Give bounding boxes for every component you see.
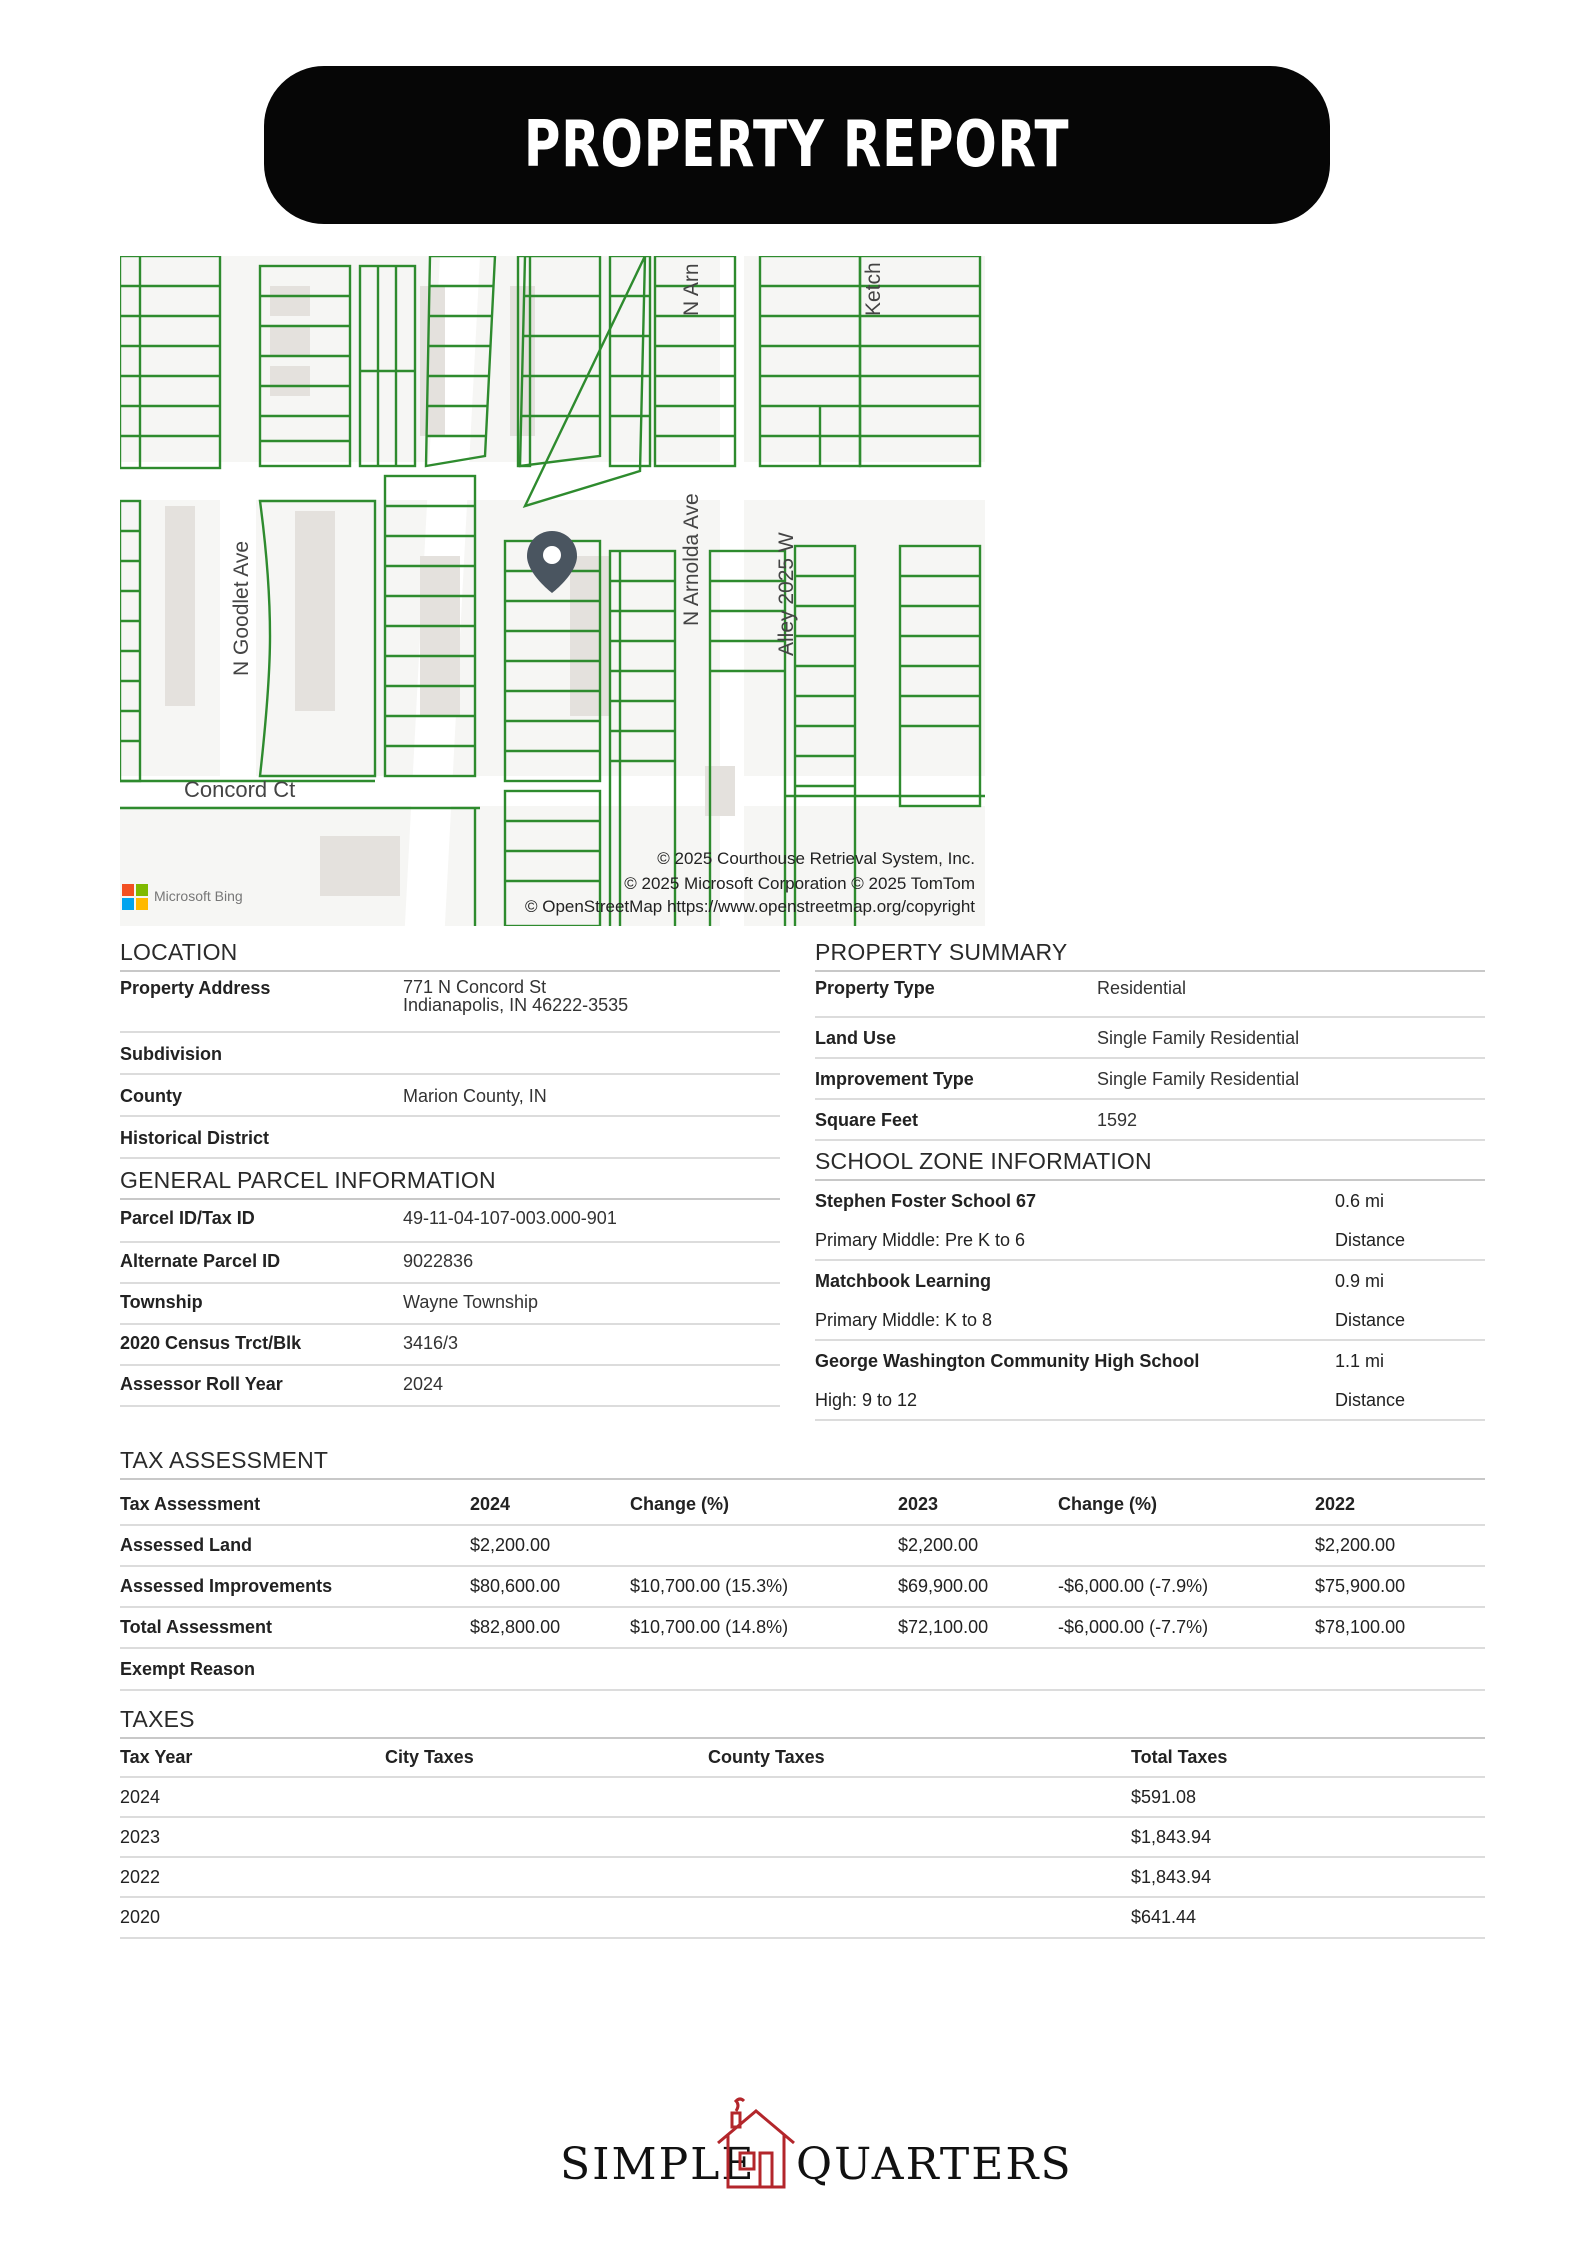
location-label: Property Address: [120, 978, 271, 998]
summary-value: Single Family Residential: [1097, 1028, 1300, 1048]
summary-row: [815, 1100, 1485, 1141]
summary-label: Land Use: [815, 1028, 897, 1048]
school-row: [815, 1381, 1485, 1421]
table-cell: $82,800.00: [470, 1617, 561, 1637]
table-cell: $2,200.00: [470, 1535, 551, 1555]
parcel-value: 9022836: [403, 1251, 474, 1271]
column-header: Change (%): [1058, 1493, 1157, 1514]
tax-assessment-table: [120, 1484, 1485, 1691]
school-distance-label: Distance: [1335, 1309, 1406, 1330]
school-distance-label: Distance: [1335, 1389, 1406, 1410]
row-label: Assessed Improvements: [120, 1576, 333, 1596]
location-table: [120, 978, 780, 1159]
table-cell: $72,100.00: [898, 1617, 989, 1637]
house-icon: [716, 2095, 796, 2195]
school-name: Matchbook Learning: [815, 1270, 992, 1291]
table-cell: $80,600.00: [470, 1576, 561, 1596]
summary-value: 1592: [1097, 1110, 1138, 1130]
parcel-table: [120, 1202, 780, 1407]
map-attribution-3: © OpenStreetMap https://www.openstreetmap.org/copyright: [524, 897, 975, 916]
school-distance: 0.9 mi: [1335, 1270, 1385, 1291]
column-header: County Taxes: [708, 1746, 825, 1767]
school-row: [815, 1261, 1485, 1301]
column-header: 2023: [898, 1493, 939, 1514]
parcel-value: 3416/3: [403, 1333, 459, 1353]
parcel-map[interactable]: [120, 256, 985, 926]
table-cell: $1,843.94: [1131, 1826, 1212, 1847]
parcel-row: [120, 1325, 780, 1366]
parcel-title: GENERAL PARCEL INFORMATION: [120, 1167, 780, 1200]
table-cell: -$6,000.00 (-7.9%): [1058, 1576, 1209, 1596]
logo-text-left: SIMPLE: [560, 2139, 756, 2190]
school-name: Stephen Foster School 67: [815, 1190, 1037, 1211]
report-banner: [264, 66, 1330, 224]
table-cell: $10,700.00 (14.8%): [630, 1617, 789, 1637]
school-distance: 0.6 mi: [1335, 1190, 1385, 1211]
parcel-row: [120, 1243, 780, 1284]
parcel-label: Alternate Parcel ID: [120, 1251, 281, 1271]
bing-logo-text: Microsoft Bing: [154, 888, 243, 904]
school-row: [815, 1301, 1485, 1341]
table-row: [120, 1649, 1485, 1691]
table-row: [120, 1567, 1485, 1608]
table-cell: -$6,000.00 (-7.7%): [1058, 1617, 1209, 1637]
row-label: Exempt Reason: [120, 1658, 256, 1679]
column-header: 2022: [1315, 1493, 1356, 1514]
school-grades: High: 9 to 12: [815, 1389, 918, 1410]
location-row-county: [120, 1075, 780, 1117]
table-cell: $641.44: [1131, 1907, 1197, 1927]
column-header: Total Taxes: [1131, 1746, 1228, 1767]
tax-assessment-header: [120, 1484, 1485, 1526]
parcel-label: 2020 Census Trct/Blk: [120, 1333, 302, 1353]
summary-label: Improvement Type: [815, 1069, 974, 1089]
parcel-row: [120, 1202, 780, 1243]
location-label: Historical District: [120, 1128, 270, 1148]
table-cell: 2022: [120, 1866, 161, 1887]
school-grades: Primary Middle: Pre K to 6: [815, 1229, 1026, 1250]
parcel-row: [120, 1366, 780, 1407]
school-distance: 1.1 mi: [1335, 1350, 1385, 1371]
column-header: Tax Year: [120, 1746, 193, 1767]
table-row: [120, 1608, 1485, 1649]
table-cell: $10,700.00 (15.3%): [630, 1576, 789, 1596]
parcel-value: 49-11-04-107-003.000-901: [403, 1208, 617, 1228]
taxes-title: TAXES: [120, 1706, 1485, 1739]
location-label: County: [120, 1086, 182, 1106]
school-row: [815, 1341, 1485, 1381]
location-row-subdivision: [120, 1033, 780, 1075]
school-distance-label: Distance: [1335, 1229, 1406, 1250]
schools-title: SCHOOL ZONE INFORMATION: [815, 1148, 1485, 1181]
address-line-2: Indianapolis, IN 46222-3535: [403, 995, 629, 1015]
summary-row: [815, 1059, 1485, 1100]
table-cell: $75,900.00: [1315, 1576, 1406, 1596]
summary-table: [815, 978, 1485, 1141]
summary-row: [815, 978, 1485, 1018]
column-header: City Taxes: [385, 1746, 474, 1767]
row-label: Total Assessment: [120, 1617, 273, 1637]
parcel-value: 2024: [403, 1374, 444, 1394]
summary-title: PROPERTY SUMMARY: [815, 939, 1485, 972]
map-attribution-2: © 2025 Microsoft Corporation © 2025 TomTom: [624, 874, 975, 893]
location-row-address: [120, 978, 780, 1033]
location-value: Marion County, IN: [403, 1086, 547, 1106]
street-label-goodlet: N Goodlet Ave: [230, 540, 253, 676]
table-row: [120, 1778, 1485, 1818]
schools-table: [815, 1181, 1485, 1421]
table-cell: 2020: [120, 1907, 161, 1927]
table-cell: 2024: [120, 1786, 161, 1807]
simple-quarters-logo: [560, 2095, 1073, 2205]
table-cell: $69,900.00: [898, 1576, 989, 1596]
table-cell: $1,843.94: [1131, 1866, 1212, 1887]
summary-row: [815, 1018, 1485, 1059]
summary-label: Property Type: [815, 978, 935, 998]
column-header: 2024: [470, 1493, 511, 1514]
parcel-label: Township: [120, 1292, 203, 1312]
taxes-header: [120, 1738, 1485, 1778]
parcel-label: Assessor Roll Year: [120, 1374, 283, 1394]
column-header: Change (%): [630, 1493, 729, 1514]
school-name: George Washington Community High School: [815, 1350, 1200, 1371]
location-title: LOCATION: [120, 939, 780, 972]
location-label: Subdivision: [120, 1044, 223, 1064]
table-cell: $591.08: [1131, 1786, 1197, 1807]
row-label: Assessed Land: [120, 1535, 253, 1555]
school-row: [815, 1221, 1485, 1261]
street-label-arn-top: N Arn: [680, 263, 703, 316]
school-grades: Primary Middle: K to 8: [815, 1309, 993, 1330]
parcel-map-canvas: [120, 256, 985, 926]
table-row: [120, 1818, 1485, 1858]
table-row: [120, 1526, 1485, 1567]
address-line-1: 771 N Concord St: [403, 977, 547, 997]
location-row-historical: [120, 1117, 780, 1159]
taxes-table: [120, 1738, 1485, 1939]
street-label-concord: Concord Ct: [184, 777, 296, 802]
table-cell: $2,200.00: [1315, 1535, 1396, 1555]
summary-value: Residential: [1097, 978, 1187, 998]
table-row: [120, 1858, 1485, 1898]
table-cell: $78,100.00: [1315, 1617, 1406, 1637]
map-attribution-1: © 2025 Courthouse Retrieval System, Inc.: [657, 849, 975, 868]
street-label-alley: Alley 2025 W: [775, 532, 798, 656]
tax-assessment-title: TAX ASSESSMENT: [120, 1447, 1485, 1480]
table-row: [120, 1898, 1485, 1939]
property-address-value: [403, 978, 628, 1014]
table-cell: 2023: [120, 1826, 161, 1847]
table-cell: $2,200.00: [898, 1535, 979, 1555]
parcel-label: Parcel ID/Tax ID: [120, 1208, 255, 1228]
summary-label: Square Feet: [815, 1110, 919, 1130]
logo-text-right: QUARTERS: [796, 2139, 1073, 2190]
school-row: [815, 1181, 1485, 1221]
parcel-value: Wayne Township: [403, 1292, 539, 1312]
street-label-ketch: Ketch: [862, 262, 885, 316]
column-header: Tax Assessment: [120, 1493, 261, 1514]
street-label-arnolda: N Arnolda Ave: [680, 493, 703, 626]
summary-value: Single Family Residential: [1097, 1069, 1300, 1089]
report-title: PROPERTY REPORT: [524, 108, 1070, 182]
parcel-row: [120, 1284, 780, 1325]
